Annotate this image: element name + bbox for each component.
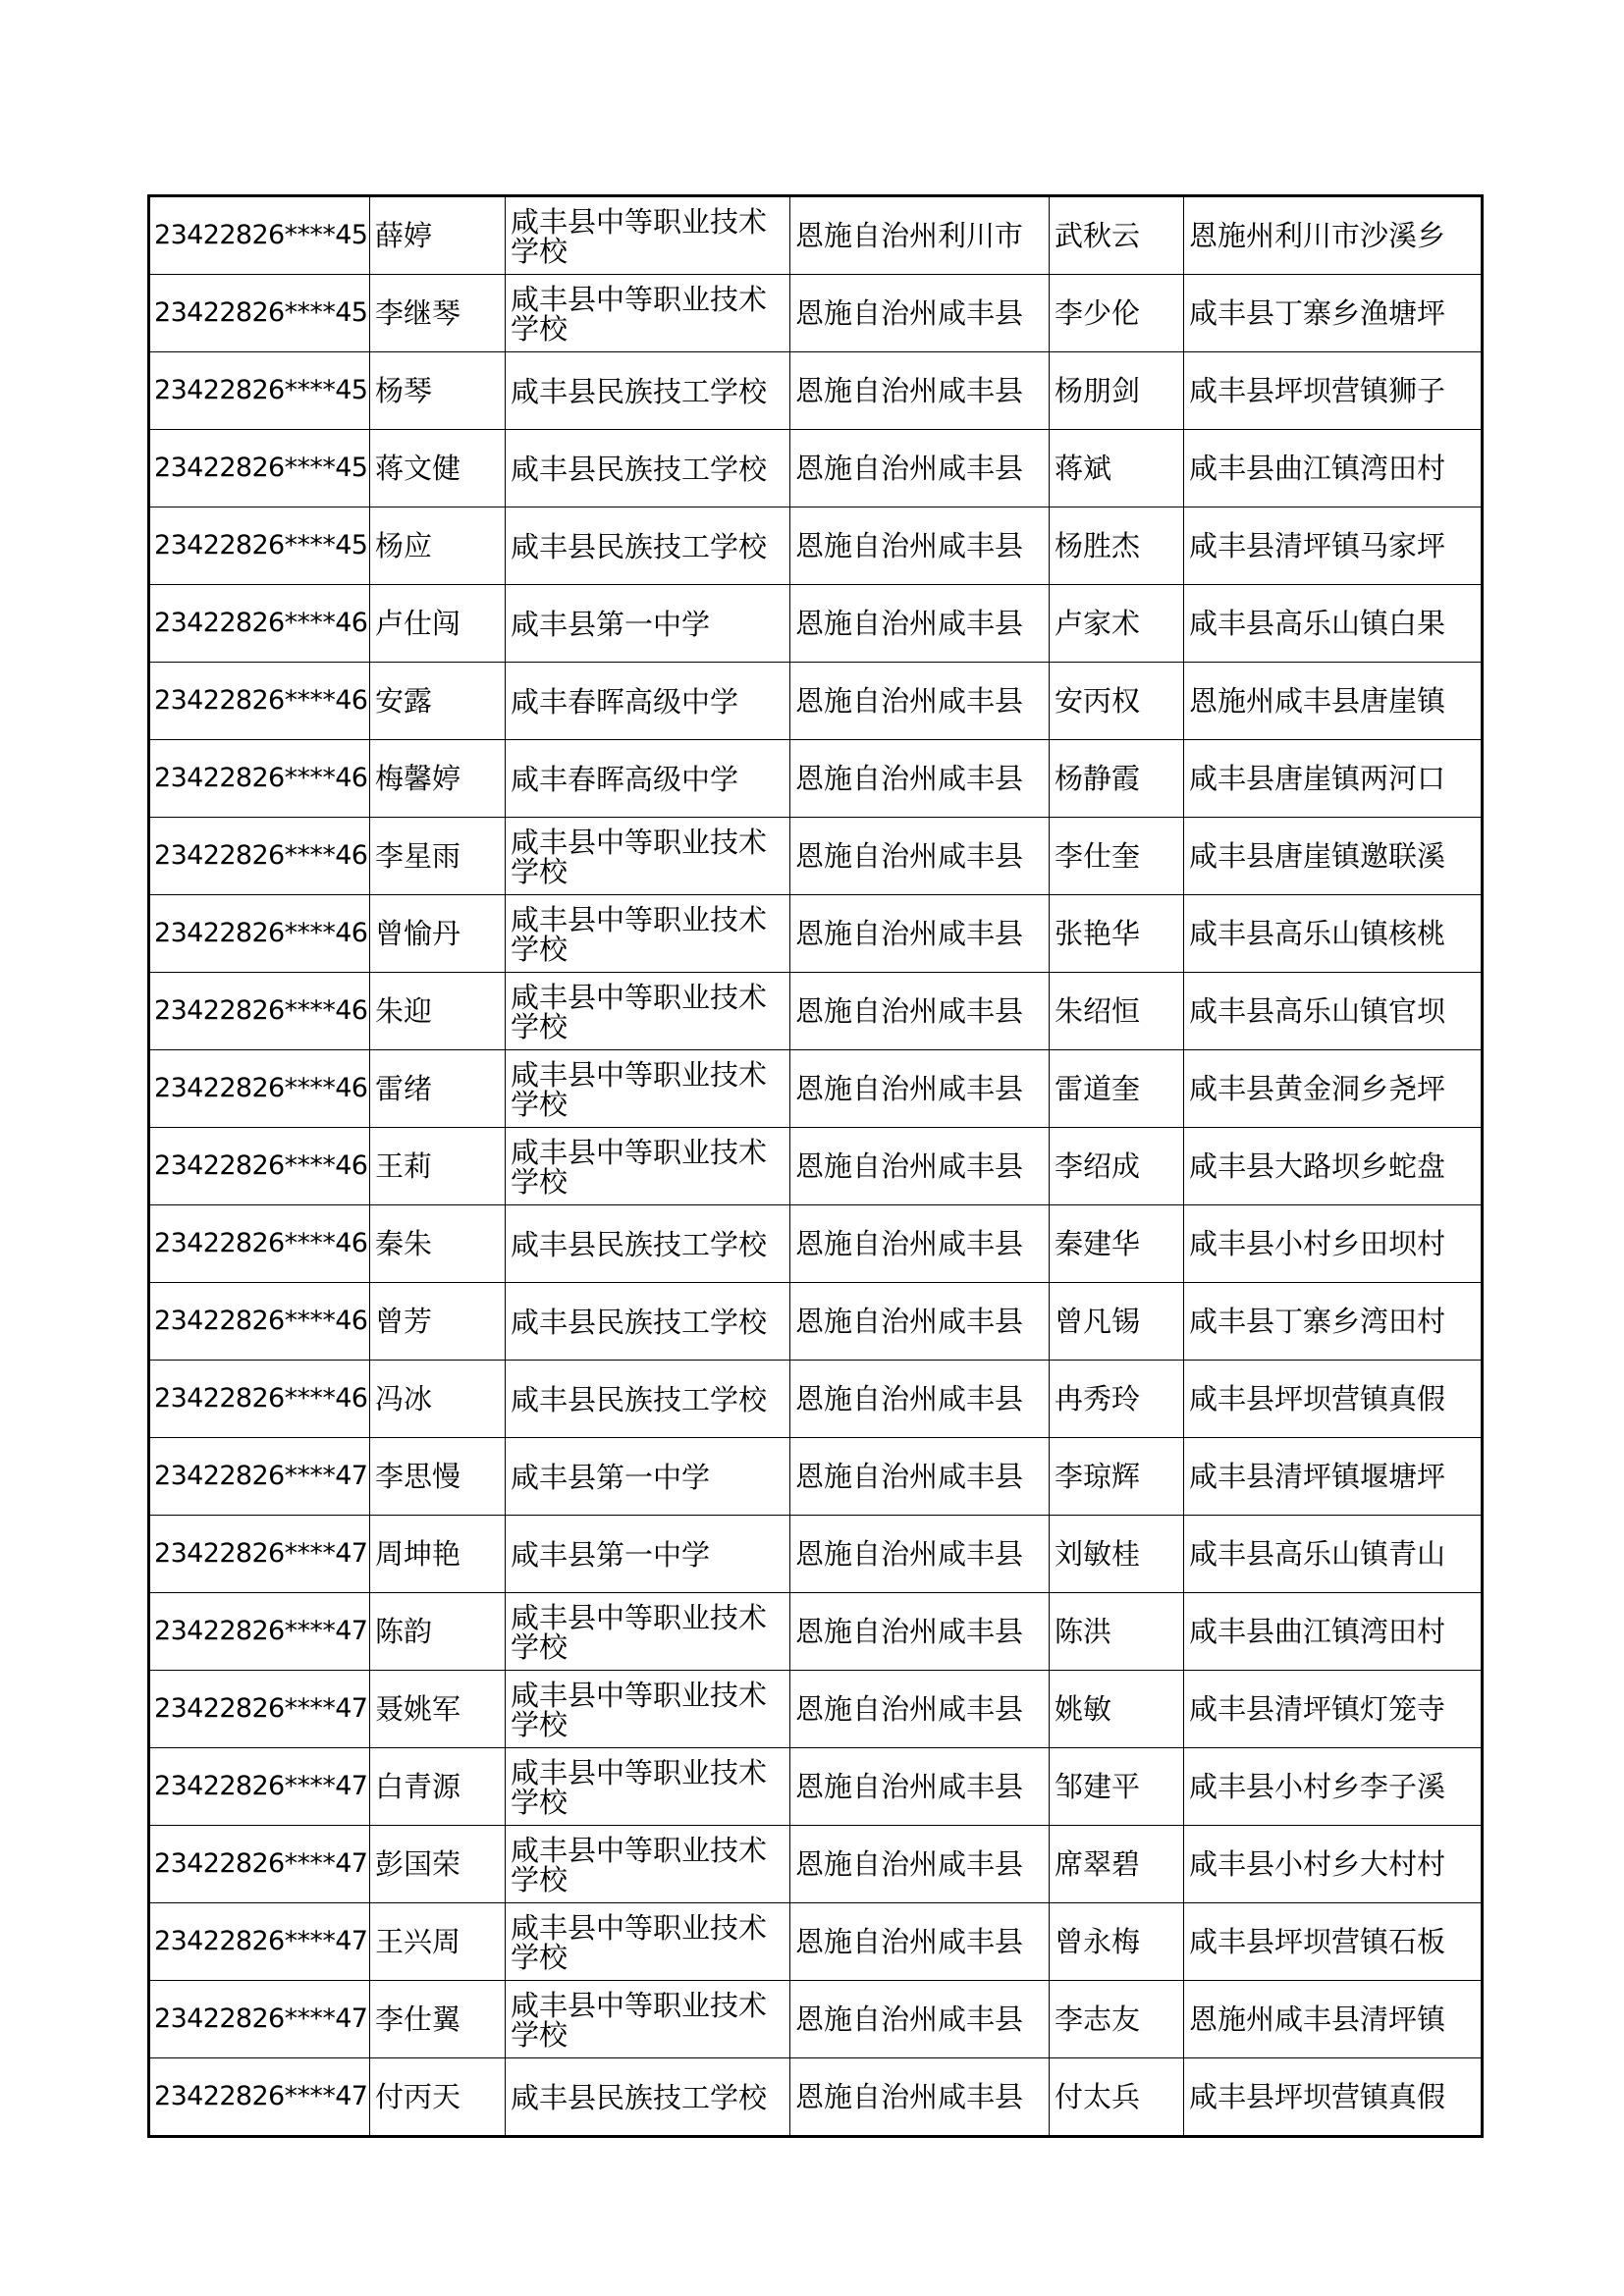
address-cell: 咸丰县唐崖镇两河口 xyxy=(1184,740,1483,818)
origin-cell: 恩施自治州咸丰县 xyxy=(790,585,1050,663)
address-cell: 咸丰县高乐山镇官坝 xyxy=(1184,973,1483,1050)
student-id-cell: 23422826****46 xyxy=(149,1283,370,1361)
student-name-cell: 李星雨 xyxy=(370,818,506,895)
guardian-cell: 冉秀玲 xyxy=(1050,1361,1184,1438)
guardian-cell: 李少伦 xyxy=(1050,275,1184,352)
school-cell: 咸丰县中等职业技术学校 xyxy=(506,1826,790,1903)
guardian-cell: 张艳华 xyxy=(1050,895,1184,973)
student-id-cell: 23422826****45 xyxy=(149,430,370,507)
address-cell: 恩施州咸丰县唐崖镇 xyxy=(1184,663,1483,740)
school-cell: 咸丰县中等职业技术学校 xyxy=(506,275,790,352)
student-id-cell: 23422826****45 xyxy=(149,507,370,585)
address-cell: 咸丰县高乐山镇青山 xyxy=(1184,1516,1483,1593)
origin-cell: 恩施自治州咸丰县 xyxy=(790,1283,1050,1361)
table-row xyxy=(149,1283,1483,1361)
guardian-cell: 曾凡锡 xyxy=(1050,1283,1184,1361)
address-cell: 咸丰县坪坝营镇狮子 xyxy=(1184,352,1483,430)
origin-cell: 恩施自治州咸丰县 xyxy=(790,352,1050,430)
address-cell: 咸丰县清坪镇堰塘坪 xyxy=(1184,1438,1483,1516)
table-row xyxy=(149,196,1483,275)
student-name-cell: 雷绪 xyxy=(370,1050,506,1128)
student-id-cell: 23422826****45 xyxy=(149,352,370,430)
table-row xyxy=(149,2058,1483,2137)
origin-cell: 恩施自治州咸丰县 xyxy=(790,1050,1050,1128)
address-cell: 咸丰县大路坝乡蛇盘 xyxy=(1184,1128,1483,1205)
origin-cell: 恩施自治州咸丰县 xyxy=(790,275,1050,352)
table-row xyxy=(149,507,1483,585)
address-cell: 咸丰县唐崖镇邀联溪 xyxy=(1184,818,1483,895)
student-id-cell: 23422826****46 xyxy=(149,895,370,973)
origin-cell: 恩施自治州咸丰县 xyxy=(790,2058,1050,2137)
address-cell: 咸丰县坪坝营镇石板 xyxy=(1184,1903,1483,1981)
address-cell: 恩施州咸丰县清坪镇 xyxy=(1184,1981,1483,2058)
table-row xyxy=(149,1050,1483,1128)
school-cell: 咸丰县民族技工学校 xyxy=(506,430,790,507)
origin-cell: 恩施自治州咸丰县 xyxy=(790,1981,1050,2058)
table-row xyxy=(149,1438,1483,1516)
table-row xyxy=(149,585,1483,663)
school-cell: 咸丰县中等职业技术学校 xyxy=(506,196,790,275)
student-id-cell: 23422826****47 xyxy=(149,1903,370,1981)
student-name-cell: 蒋文健 xyxy=(370,430,506,507)
origin-cell: 恩施自治州咸丰县 xyxy=(790,818,1050,895)
school-cell: 咸丰县中等职业技术学校 xyxy=(506,973,790,1050)
table-row xyxy=(149,430,1483,507)
guardian-cell: 安丙权 xyxy=(1050,663,1184,740)
table-row xyxy=(149,740,1483,818)
origin-cell: 恩施自治州咸丰县 xyxy=(790,430,1050,507)
address-cell: 咸丰县曲江镇湾田村 xyxy=(1184,1593,1483,1671)
student-name-cell: 安露 xyxy=(370,663,506,740)
table-row xyxy=(149,1593,1483,1671)
address-cell: 咸丰县坪坝营镇真假 xyxy=(1184,1361,1483,1438)
student-name-cell: 周坤艳 xyxy=(370,1516,506,1593)
student-table-body xyxy=(149,196,1483,2137)
guardian-cell: 武秋云 xyxy=(1050,196,1184,275)
student-name-cell: 杨琴 xyxy=(370,352,506,430)
origin-cell: 恩施自治州咸丰县 xyxy=(790,895,1050,973)
student-id-cell: 23422826****47 xyxy=(149,2058,370,2137)
guardian-cell: 李仕奎 xyxy=(1050,818,1184,895)
origin-cell: 恩施自治州咸丰县 xyxy=(790,1516,1050,1593)
student-id-cell: 23422826****47 xyxy=(149,1516,370,1593)
address-cell: 咸丰县曲江镇湾田村 xyxy=(1184,430,1483,507)
student-id-cell: 23422826****47 xyxy=(149,1826,370,1903)
student-name-cell: 梅馨婷 xyxy=(370,740,506,818)
student-name-cell: 卢仕闯 xyxy=(370,585,506,663)
school-cell: 咸丰县第一中学 xyxy=(506,1438,790,1516)
origin-cell: 恩施自治州咸丰县 xyxy=(790,1748,1050,1826)
guardian-cell: 杨朋剑 xyxy=(1050,352,1184,430)
table-row xyxy=(149,973,1483,1050)
guardian-cell: 杨静霞 xyxy=(1050,740,1184,818)
student-name-cell: 陈韵 xyxy=(370,1593,506,1671)
student-name-cell: 李继琴 xyxy=(370,275,506,352)
origin-cell: 恩施自治州咸丰县 xyxy=(790,1593,1050,1671)
guardian-cell: 蒋斌 xyxy=(1050,430,1184,507)
origin-cell: 恩施自治州咸丰县 xyxy=(790,663,1050,740)
origin-cell: 恩施自治州咸丰县 xyxy=(790,1361,1050,1438)
student-name-cell: 曾愉丹 xyxy=(370,895,506,973)
school-cell: 咸丰县第一中学 xyxy=(506,1516,790,1593)
origin-cell: 恩施自治州咸丰县 xyxy=(790,740,1050,818)
address-cell: 咸丰县坪坝营镇真假 xyxy=(1184,2058,1483,2137)
student-id-cell: 23422826****45 xyxy=(149,275,370,352)
origin-cell: 恩施自治州咸丰县 xyxy=(790,1903,1050,1981)
table-row xyxy=(149,895,1483,973)
guardian-cell: 秦建华 xyxy=(1050,1205,1184,1283)
student-name-cell: 王莉 xyxy=(370,1128,506,1205)
school-cell: 咸丰县民族技工学校 xyxy=(506,2058,790,2137)
origin-cell: 恩施自治州咸丰县 xyxy=(790,1128,1050,1205)
student-name-cell: 李仕翼 xyxy=(370,1981,506,2058)
table-row xyxy=(149,352,1483,430)
origin-cell: 恩施自治州利川市 xyxy=(790,196,1050,275)
student-name-cell: 李思慢 xyxy=(370,1438,506,1516)
student-id-cell: 23422826****46 xyxy=(149,1128,370,1205)
origin-cell: 恩施自治州咸丰县 xyxy=(790,507,1050,585)
student-id-cell: 23422826****46 xyxy=(149,818,370,895)
address-cell: 咸丰县小村乡大村村 xyxy=(1184,1826,1483,1903)
table-row xyxy=(149,1826,1483,1903)
school-cell: 咸丰县民族技工学校 xyxy=(506,507,790,585)
origin-cell: 恩施自治州咸丰县 xyxy=(790,1438,1050,1516)
school-cell: 咸丰县民族技工学校 xyxy=(506,1361,790,1438)
guardian-cell: 姚敏 xyxy=(1050,1671,1184,1748)
address-cell: 咸丰县丁寨乡渔塘坪 xyxy=(1184,275,1483,352)
address-cell: 咸丰县小村乡李子溪 xyxy=(1184,1748,1483,1826)
table-row xyxy=(149,1128,1483,1205)
student-id-cell: 23422826****46 xyxy=(149,1205,370,1283)
student-name-cell: 彭国荣 xyxy=(370,1826,506,1903)
table-row xyxy=(149,275,1483,352)
guardian-cell: 雷道奎 xyxy=(1050,1050,1184,1128)
school-cell: 咸丰县第一中学 xyxy=(506,585,790,663)
school-cell: 咸丰春晖高级中学 xyxy=(506,663,790,740)
student-name-cell: 秦朱 xyxy=(370,1205,506,1283)
student-id-cell: 23422826****46 xyxy=(149,1050,370,1128)
school-cell: 咸丰县中等职业技术学校 xyxy=(506,1128,790,1205)
student-id-cell: 23422826****46 xyxy=(149,1361,370,1438)
student-name-cell: 冯冰 xyxy=(370,1361,506,1438)
student-id-cell: 23422826****47 xyxy=(149,1981,370,2058)
school-cell: 咸丰县民族技工学校 xyxy=(506,352,790,430)
origin-cell: 恩施自治州咸丰县 xyxy=(790,973,1050,1050)
guardian-cell: 杨胜杰 xyxy=(1050,507,1184,585)
guardian-cell: 李志友 xyxy=(1050,1981,1184,2058)
address-cell: 恩施州利川市沙溪乡 xyxy=(1184,196,1483,275)
school-cell: 咸丰县中等职业技术学校 xyxy=(506,1748,790,1826)
table-row xyxy=(149,1748,1483,1826)
school-cell: 咸丰春晖高级中学 xyxy=(506,740,790,818)
school-cell: 咸丰县中等职业技术学校 xyxy=(506,1903,790,1981)
school-cell: 咸丰县中等职业技术学校 xyxy=(506,895,790,973)
table-row xyxy=(149,1981,1483,2058)
school-cell: 咸丰县中等职业技术学校 xyxy=(506,1593,790,1671)
school-cell: 咸丰县中等职业技术学校 xyxy=(506,818,790,895)
student-id-cell: 23422826****47 xyxy=(149,1438,370,1516)
table-row xyxy=(149,663,1483,740)
guardian-cell: 刘敏桂 xyxy=(1050,1516,1184,1593)
address-cell: 咸丰县高乐山镇核桃 xyxy=(1184,895,1483,973)
student-id-cell: 23422826****46 xyxy=(149,585,370,663)
school-cell: 咸丰县中等职业技术学校 xyxy=(506,1671,790,1748)
address-cell: 咸丰县高乐山镇白果 xyxy=(1184,585,1483,663)
origin-cell: 恩施自治州咸丰县 xyxy=(790,1205,1050,1283)
student-name-cell: 朱迎 xyxy=(370,973,506,1050)
student-table xyxy=(147,194,1484,2138)
student-id-cell: 23422826****46 xyxy=(149,663,370,740)
table-row xyxy=(149,818,1483,895)
student-name-cell: 白青源 xyxy=(370,1748,506,1826)
table-row xyxy=(149,1516,1483,1593)
address-cell: 咸丰县清坪镇马家坪 xyxy=(1184,507,1483,585)
student-id-cell: 23422826****45 xyxy=(149,196,370,275)
student-id-cell: 23422826****47 xyxy=(149,1748,370,1826)
table-row xyxy=(149,1671,1483,1748)
guardian-cell: 李琼辉 xyxy=(1050,1438,1184,1516)
table-row xyxy=(149,1903,1483,1981)
guardian-cell: 陈洪 xyxy=(1050,1593,1184,1671)
student-id-cell: 23422826****46 xyxy=(149,973,370,1050)
student-name-cell: 王兴周 xyxy=(370,1903,506,1981)
origin-cell: 恩施自治州咸丰县 xyxy=(790,1671,1050,1748)
guardian-cell: 席翠碧 xyxy=(1050,1826,1184,1903)
address-cell: 咸丰县黄金洞乡尧坪 xyxy=(1184,1050,1483,1128)
guardian-cell: 曾永梅 xyxy=(1050,1903,1184,1981)
guardian-cell: 朱绍恒 xyxy=(1050,973,1184,1050)
student-id-cell: 23422826****47 xyxy=(149,1593,370,1671)
student-name-cell: 曾芳 xyxy=(370,1283,506,1361)
address-cell: 咸丰县丁寨乡湾田村 xyxy=(1184,1283,1483,1361)
school-cell: 咸丰县民族技工学校 xyxy=(506,1283,790,1361)
student-name-cell: 付丙天 xyxy=(370,2058,506,2137)
address-cell: 咸丰县清坪镇灯笼寺 xyxy=(1184,1671,1483,1748)
origin-cell: 恩施自治州咸丰县 xyxy=(790,1826,1050,1903)
school-cell: 咸丰县中等职业技术学校 xyxy=(506,1050,790,1128)
student-name-cell: 薛婷 xyxy=(370,196,506,275)
guardian-cell: 卢家术 xyxy=(1050,585,1184,663)
address-cell: 咸丰县小村乡田坝村 xyxy=(1184,1205,1483,1283)
school-cell: 咸丰县民族技工学校 xyxy=(506,1205,790,1283)
table-row xyxy=(149,1361,1483,1438)
guardian-cell: 邹建平 xyxy=(1050,1748,1184,1826)
student-name-cell: 聂姚军 xyxy=(370,1671,506,1748)
table-row xyxy=(149,1205,1483,1283)
student-id-cell: 23422826****47 xyxy=(149,1671,370,1748)
guardian-cell: 付太兵 xyxy=(1050,2058,1184,2137)
school-cell: 咸丰县中等职业技术学校 xyxy=(506,1981,790,2058)
student-name-cell: 杨应 xyxy=(370,507,506,585)
guardian-cell: 李绍成 xyxy=(1050,1128,1184,1205)
student-id-cell: 23422826****46 xyxy=(149,740,370,818)
